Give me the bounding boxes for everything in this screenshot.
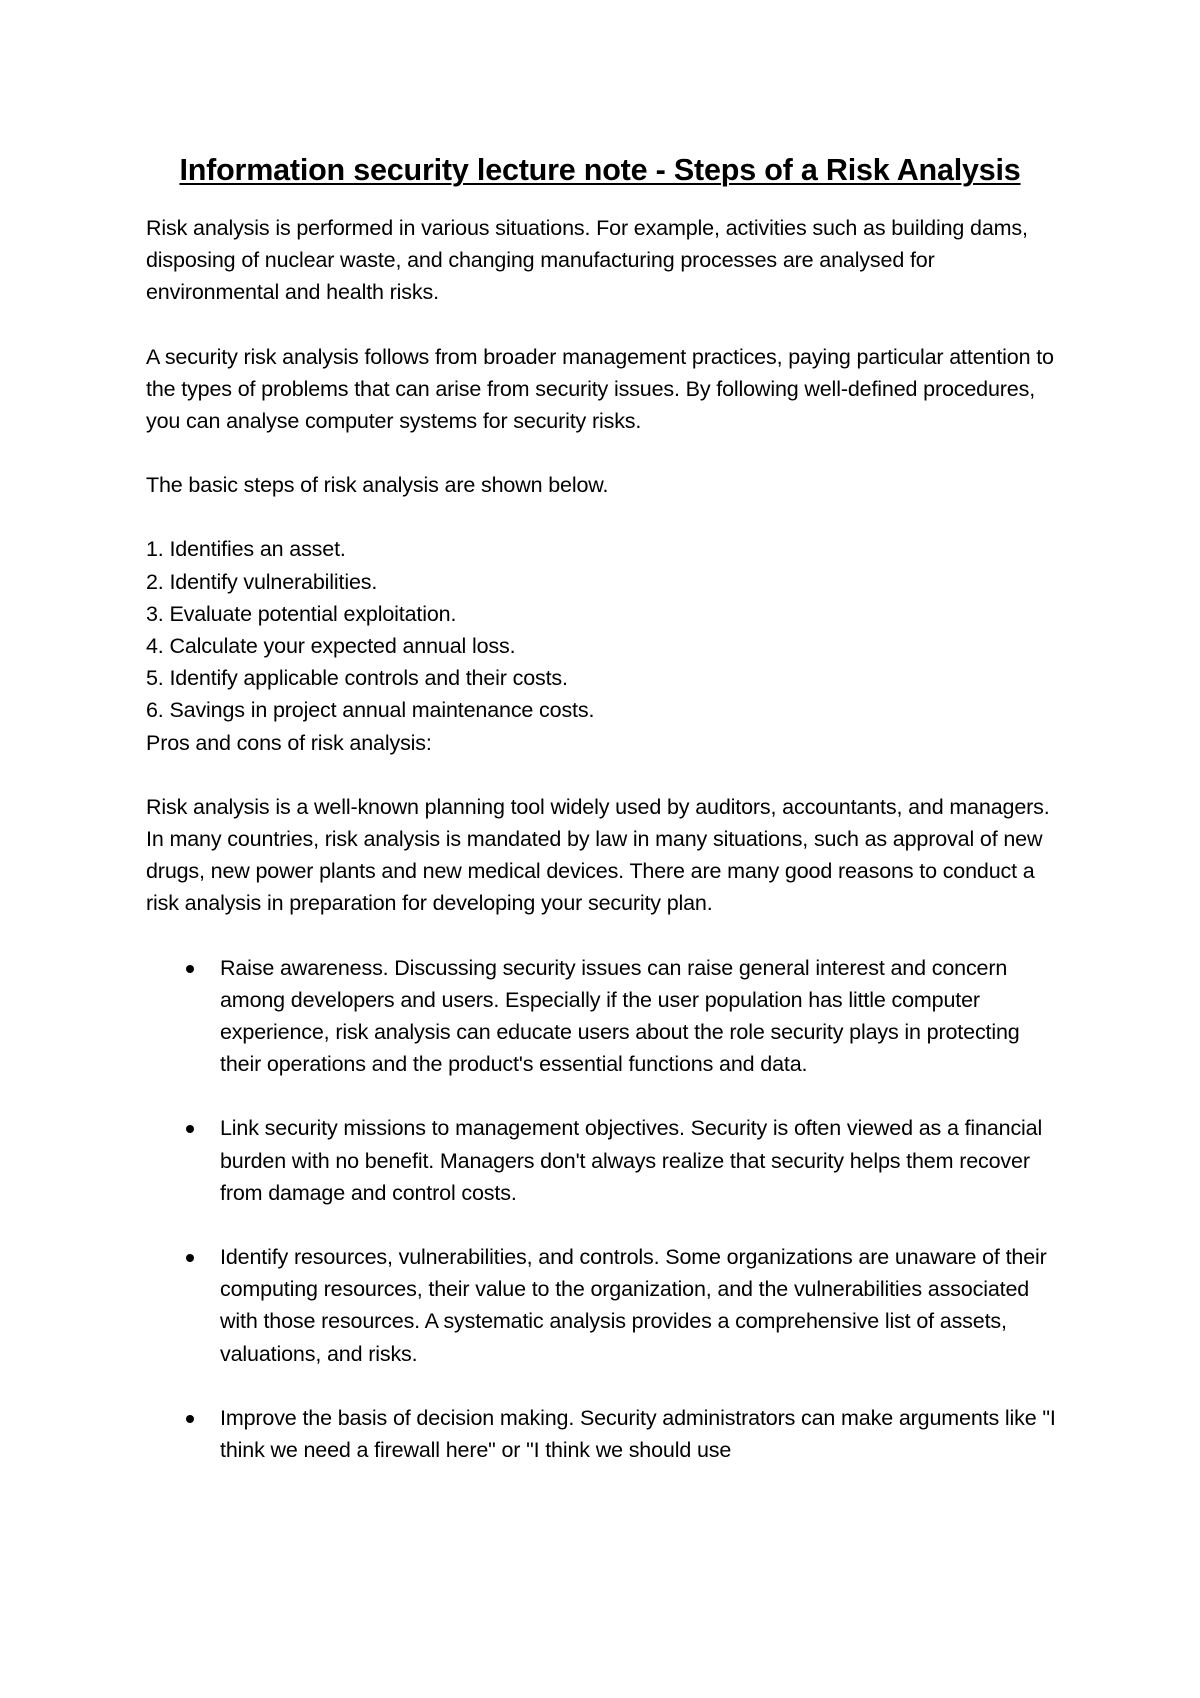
document-body [146,212,1060,1466]
reasons-list [146,952,1060,1467]
paragraph-pros-cons-heading: Pros and cons of risk analysis: [146,730,432,755]
step-item: 5. Identify applicable controls and their costs. [146,666,568,691]
reason-text: Link security missions to management objectives. Security is often viewed as a financial burden with no benefit. Managers don't always realize that security helps them recover from damage and control costs. [220,1116,1043,1205]
reason-item [146,1241,1060,1370]
paragraph-gap [146,501,1060,533]
step-item: 6. Savings in project annual maintenance costs. [146,698,595,723]
reason-text: Raise awareness. Discussing security issues can raise general interest and concern among developers and users. Especially if the user population has little computer experience, risk analysis can educate users about the role security plays in protecting their operations and the product's essential functions and data. [220,955,1020,1077]
paragraph-steps-intro: The basic steps of risk analysis are shown below. [146,473,609,498]
bullet-icon [186,1125,194,1133]
reason-text: Identify resources, vulnerabilities, and controls. Some organizations are unaware of their computing resources, their value to the organization, and the vulnerabilities associated with those resources. A systematic analysis provides a comprehensive list of assets, valuations, and risks. [220,1245,1047,1366]
steps-list [146,533,1060,726]
step-item: 4. Calculate your expected annual loss. [146,634,516,659]
paragraph-gap [146,920,1060,952]
paragraph-risk-tool: Risk analysis is a well-known planning tool widely used by auditors, accountants, and managers. In many countries, risk analysis is mandated by law in many situations, such as approval of new drugs, new power plants and new medical devices. There are many good reasons to conduct a risk analysis in preparation for developing your security plan. [146,794,1050,916]
paragraph-intro: Risk analysis is performed in various situations. For example, activities such as building dams, disposing of nuclear waste, and changing manufacturing processes are analysed for environmental and health risks. [146,216,1028,305]
paragraph-gap [146,759,1060,791]
document-title: Information security lecture note - Steps of a Risk Analysis [179,153,1021,187]
paragraph-security-risk: A security risk analysis follows from broader management practices, paying particular attention to the types of problems that can arise from security issues. By following well-defined procedures, you can analyse computer systems for security risks. [146,344,1054,434]
step-item: 2. Identify vulnerabilities. [146,569,378,594]
paragraph-gap [146,309,1060,341]
bullet-icon [186,1415,194,1423]
paragraph-gap [146,437,1060,469]
reason-item [146,1112,1060,1209]
bullet-icon [186,965,194,973]
bullet-icon [186,1254,194,1262]
step-item: 3. Evaluate potential exploitation. [146,601,457,626]
reason-text: Improve the basis of decision making. Security administrators can make arguments like "I think we need a firewall here" or "I think we should use [220,1405,1056,1463]
reason-item [146,952,1060,1081]
step-item: 1. Identifies an asset. [146,537,346,562]
reason-item [146,1402,1060,1466]
